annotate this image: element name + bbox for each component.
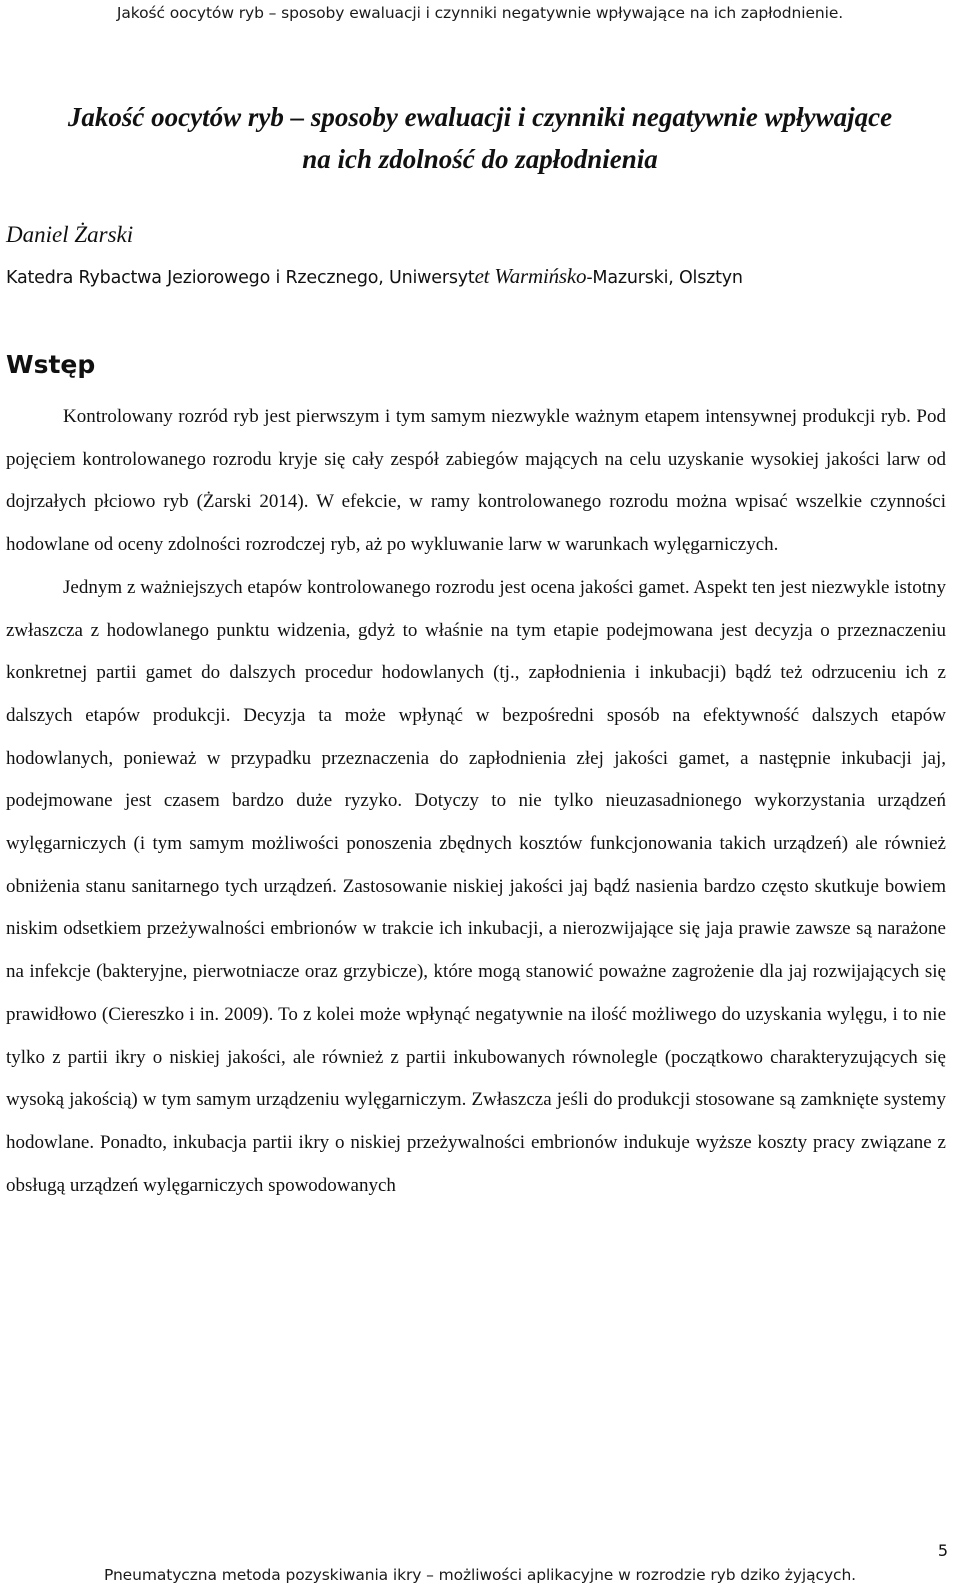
paragraph-2: Jednym z ważniejszych etapów kontrolowanego rozrodu jest ocena jakości gamet. Aspekt ten jest niezwykle istotny zwłaszcza z hodowlanego punktu widzenia, gdyż to właśnie na tym etapie podejmowana jest decyzja o przeznaczeniu konkretnej partii gamet do dalszych procedur hodowlanych (tj., zapłodnienia i inkubacji) bądź też odrzuceniu ich z dalszych etapów produkcji. Decyzja ta może wpłynąć w bezpośredni sposób na efektywność dalszych etapów hodowlanych, ponieważ w przypadku przeznaczenia do zapłodnienia złej jakości gamet, a następnie inkubacji jaj, podejmowane jest czasem bardzo duże ryzyko. Dotyczy to nie tylko nieuzasadnionego wykorzystania urządzeń wylęgarniczych (i tym samym możliwości ponoszenia zbędnych kosztów funkcjonowania takich urządzeń) ale również obniżenia stanu sanitarnego tych urządzeń. Zastosowanie niskiej jakości jaj bądź nasienia bardzo często skutkuje bowiem niskim odsetkiem przeżywalności embrionów w trakcie ich inkubacji, a nierozwijające się jaja prawie zawsze są narażone na infekcje (bakteryjne, pierwotniacze oraz grzybicze), które mogą stanowić poważne zagrożenie dla jaj rozwijających się prawidłowo (Ciereszko i in. 2009). To z kolei może wpłynąć negatywnie na ilość możliwego do uzyskania wylęgu, i to nie tylko z partii ikry o niskiej jakości, ale również z partii inkubowanych równolegle (początkowo charakteryzujących się wysoką jakością) w tym samym urządzeniu wylęgarniczym. Zwłaszcza jeśli do produkcji stosowane są zamknięte systemy hodowlane. Ponadto, inkubacja partii ikry o niskiej przeżywalności embrionów indukuje wyższe koszty pracy związane z obsługą urządzeń wylęgarniczych spowodowanych [6,576,946,1196]
article-title [0,96,960,180]
running-header: Jakość oocytów ryb – sposoby ewaluacji i czynniki negatywnie wpływające na ich zapłodnienie. [116,4,844,22]
affiliation-part-3: -Mazurski, Olsztyn [586,268,743,288]
author-affiliation [6,264,743,289]
running-footer: Pneumatyczna metoda pozyskiwania ikry – możliwości aplikacyjne w rozrodzie ryb dziko żyjących. [103,1566,856,1584]
paragraph-1: Kontrolowany rozród ryb jest pierwszym i tym samym niezwykle ważnym etapem intensywnej produkcji ryb. Pod pojęciem kontrolowanego rozrodu kryje się cały zespół zabiegów mających na celu uzyskanie wysokiej jakości larw od dojrzałych płciowo ryb (Żarski 2014). W efekcie, w ramy kontrolowanego rozrodu można wpisać wszelkie czynności hodowlane od oceny zdolności rozrodczej ryb, aż po wykluwanie larw w warunkach wylęgarniczych. [6,406,946,556]
author-name: Daniel Żarski [6,222,134,247]
article-title-line-1: Jakość oocytów ryb – sposoby ewaluacji i czynniki negatywnie wpływające [67,102,893,132]
affiliation-part-2: et Warmińsko [474,264,587,288]
page-number: 5 [937,1541,948,1560]
affiliation-part-1: Katedra Rybactwa Jeziorowego i Rzecznego, Uniwersyt [6,268,475,288]
section-heading: Wstęp [6,350,96,379]
section-body [6,396,946,1207]
article-title-line-2: na ich zdolność do zapłodnienia [302,144,658,174]
